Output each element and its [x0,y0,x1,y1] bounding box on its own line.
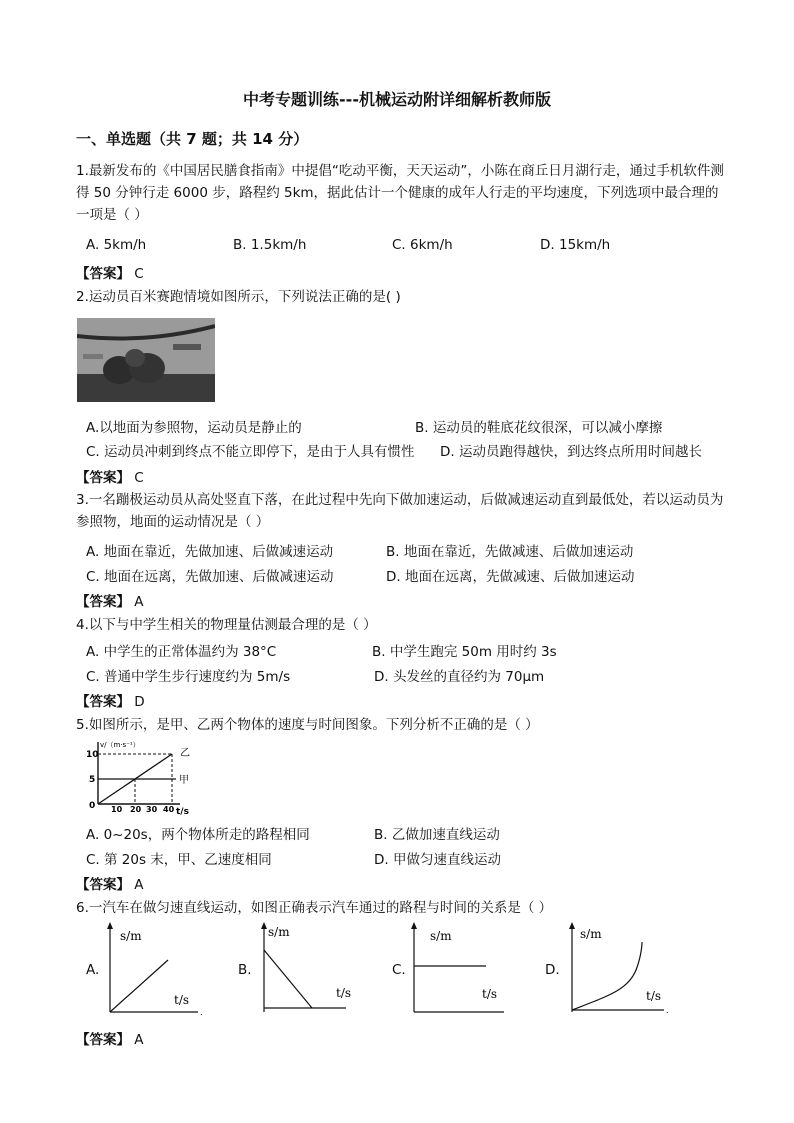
section-heading: 一、单选题（共 7 题；共 14 分） [76,130,309,148]
graph-c-x-label: t/s [482,987,498,1001]
q1-option-d: D. 15km/h [540,237,611,253]
q4-option-a: A. 中学生的正常体温约为 38°C [86,644,277,660]
y-tick-5: 5 [89,775,96,785]
svg-text:.: . [666,1006,669,1015]
x-tick-30: 30 [146,805,158,814]
q5-answer [76,873,144,893]
answer-label: 【答案】 [76,594,130,610]
velocity-time-graph [76,738,196,816]
q4-answer [76,690,145,710]
q2-option-b: B. 运动员的鞋底花纹很深，可以减小摩擦 [415,420,663,436]
y-axis-unit: v/（m·s⁻¹） [100,741,140,749]
q3-option-d: D. 地面在远离，先做减速、后做加速运动 [386,569,635,585]
x-tick-20: 20 [130,805,142,814]
graph-a-linear [96,920,206,1020]
y-tick-0: 0 [89,801,96,811]
x-tick-40: 40 [163,805,175,814]
q6-option-b: B. [238,962,252,978]
series-jia-label: 甲 [179,775,189,786]
answer-label: 【答案】 [76,694,130,710]
q5-option-d: D. 甲做匀速直线运动 [374,852,501,868]
q6-answer-value: A [134,1032,144,1048]
q5-option-b: B. 乙做加速直线运动 [374,827,500,843]
q3-option-a: A. 地面在靠近，先做加速、后做减速运动 [86,544,334,560]
q3-answer [76,590,144,610]
question-6-stem: 6.一汽车在做匀速直线运动，如图正确表示汽车通过的路程与时间的关系是（ ） [76,900,553,916]
q1-option-c: C. 6km/h [392,237,453,253]
q1-option-a: A. 5km/h [86,237,147,253]
q2-answer [76,466,144,486]
graph-b-y-label: s/m [268,925,290,939]
graph-d-y-label: s/m [580,927,602,941]
q2-option-c: C. 运动员冲刺到终点不能立即停下，是由于人具有惯性 [86,444,415,460]
q6-option-d: D. [545,962,560,978]
q1-option-b: B. 1.5km/h [233,237,307,253]
graph-b-x-label: t/s [336,986,352,1000]
graph-c-y-label: s/m [430,929,452,943]
graph-d-curve [558,920,672,1020]
q2-answer-value: C [134,470,144,486]
answer-label: 【答案】 [76,470,130,486]
q3-answer-value: A [134,594,144,610]
q4-option-c: C. 普通中学生步行速度约为 5m/s [86,669,291,685]
x-tick-10: 10 [111,805,123,814]
q4-option-b: B. 中学生跑完 50m 用时约 3s [372,644,557,660]
question-5-stem: 5.如图所示，是甲、乙两个物体的速度与时间图象。下列分析不正确的是（ ） [76,717,539,733]
q2-option-d: D. 运动员跑得越快，到达终点所用时间越长 [440,444,702,460]
q1-answer-value: C [134,266,144,282]
question-4-stem: 4.以下与中学生相关的物理量估测最合理的是（ ） [76,617,377,633]
graph-c-constant [402,920,512,1020]
answer-label: 【答案】 [76,1032,130,1048]
q6-answer [76,1028,144,1048]
answer-label: 【答案】 [76,266,130,282]
graph-a-y-label: s/m [120,929,142,943]
q4-answer-value: D [134,694,145,710]
sprint-race-photo [77,318,215,402]
q1-answer [76,262,144,282]
q5-option-c: C. 第 20s 末，甲、乙速度相同 [86,852,272,868]
series-yi-label: 乙 [180,748,190,759]
q5-answer-value: A [134,877,144,893]
q5-option-a: A. 0~20s，两个物体所走的路程相同 [86,827,310,843]
q6-option-a: A. [86,962,100,978]
svg-text:.: . [200,1008,203,1017]
q3-option-c: C. 地面在远离，先做加速、后做减速运动 [86,569,334,585]
y-tick-10: 10 [86,750,99,760]
graph-b-decreasing [250,920,360,1020]
q2-option-a: A.以地面为参照物，运动员是静止的 [86,420,302,436]
document-title: 中考专题训练---机械运动附详细解析教师版 [243,90,551,109]
question-2-stem: 2.运动员百米赛跑情境如图所示，下列说法正确的是( ) [76,289,401,305]
graph-a-x-label: t/s [174,993,190,1007]
graph-d-x-label: t/s [646,989,662,1003]
answer-label: 【答案】 [76,877,130,893]
q3-option-b: B. 地面在靠近，先做减速、后做加速运动 [386,544,634,560]
question-3-stem: 3.一名蹦极运动员从高处竖直下落，在此过程中先向下做加速运动，后做减速运动直到最低处，若以运动员为参照物，地面的运动情况是（ ） [76,492,724,530]
q6-option-c: C. [392,962,406,978]
x-axis-unit: t/s [176,807,189,816]
q4-option-d: D. 头发丝的直径约为 70μm [374,669,545,685]
question-1-stem: 1.最新发布的《中国居民膳食指南》中提倡“吃动平衡，天天运动”，小陈在商丘日月湖行走，通过手机软件测得 50 分钟行走 6000 步，路程约 5km，据此估计一个健康的成年人行走的平均速度，下列选项中最合理的一项是（ ） [76,163,724,223]
